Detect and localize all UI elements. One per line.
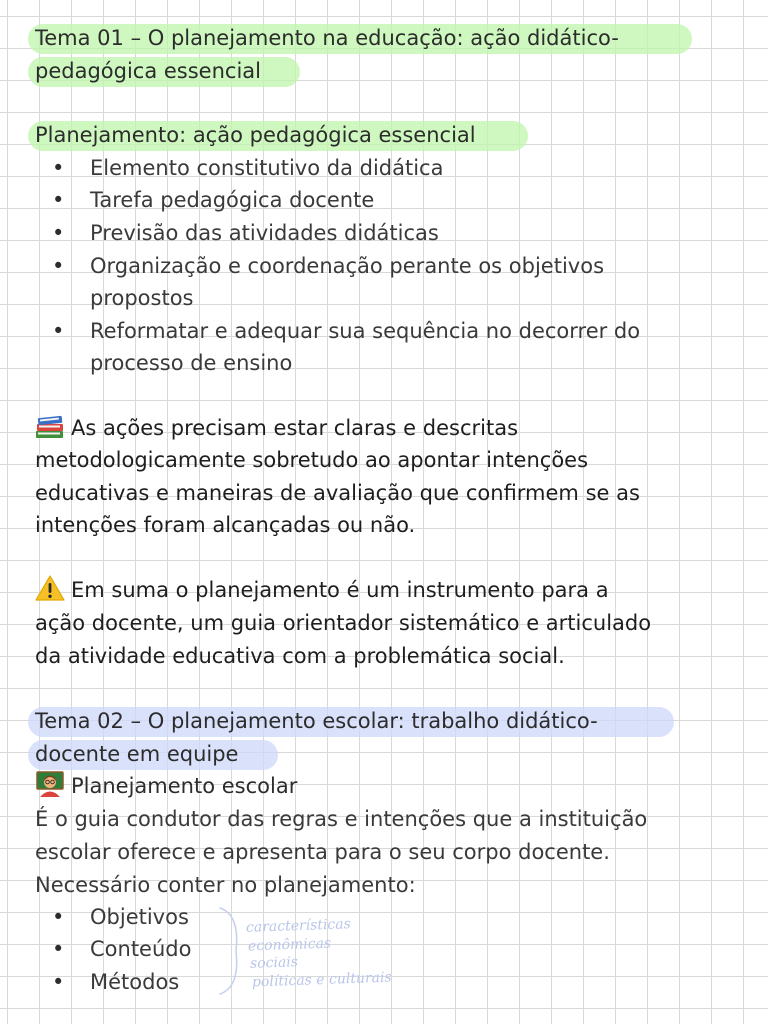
list-item: Métodos	[90, 970, 180, 994]
tema01-title-line1: Tema 01 – O planejamento na educação: ação didático-	[35, 26, 619, 50]
handwritten-note-line1: características	[245, 916, 352, 936]
section2-heading: Planejamento escolar	[71, 774, 298, 798]
bullet-marker: •	[52, 937, 65, 961]
note2-text: Em suma o planejamento é um instrumento para a	[71, 578, 609, 602]
bullet-marker: •	[52, 319, 65, 343]
note1-line4: intenções foram alcançadas ou não.	[35, 513, 416, 537]
bullet-marker: •	[52, 156, 65, 180]
section2-heading-line	[35, 770, 297, 802]
handwritten-note-line2: econômicas	[247, 935, 332, 955]
bullet-marker: •	[52, 254, 65, 278]
tema02-title-line1: Tema 02 – O planejamento escolar: trabalho didático-	[35, 709, 598, 733]
section1-heading: Planejamento: ação pedagógica essencial	[35, 123, 476, 147]
list-item: Conteúdo	[90, 937, 192, 961]
note2-line1	[35, 574, 609, 606]
section2-body-line1: É o guia condutor das regras e intenções que a instituição	[35, 807, 648, 831]
list-item: Elemento constitutivo da didática	[90, 156, 444, 180]
bullet-marker: •	[52, 905, 65, 929]
tema01-title-line2: pedagógica essencial	[35, 59, 261, 83]
note1-text: As ações precisam estar claras e descritas	[71, 416, 519, 440]
handwritten-note-line3: sociais	[249, 954, 299, 972]
list-item: Reformatar e adequar sua sequência no decorrer do	[90, 319, 641, 343]
note2-line2: ação docente, um guia orientador sistemático e articulado	[35, 611, 652, 635]
handwritten-bracket	[216, 905, 246, 997]
note2-line3: da atividade educativa com a problemática social.	[35, 644, 565, 668]
note1-line1	[35, 412, 518, 444]
bullet-marker: •	[52, 188, 65, 212]
bullet-marker: •	[52, 970, 65, 994]
section2-body-line2: escolar oferece e apresenta para o seu corpo docente.	[35, 840, 610, 864]
bullet-marker: •	[52, 221, 65, 245]
note1-line3: educativas e maneiras de avaliação que confirmem se as	[35, 481, 640, 505]
list-item: Objetivos	[90, 905, 189, 929]
list-item: Previsão das atividades didáticas	[90, 221, 439, 245]
warning-icon	[35, 575, 65, 601]
tema02-title-line2: docente em equipe	[35, 742, 239, 766]
list-item: Tarefa pedagógica docente	[90, 188, 375, 212]
note1-line2: metodologicamente sobretudo ao apontar intenções	[35, 448, 589, 472]
handwritten-note-line4: políticas e culturais	[251, 969, 392, 991]
teacher-icon	[35, 771, 65, 797]
list-item-continuation: propostos	[90, 286, 194, 310]
section2-body-line3: Necessário conter no planejamento:	[35, 873, 416, 897]
list-item: Organização e coordenação perante os objetivos	[90, 254, 605, 278]
list-item-continuation: processo de ensino	[90, 351, 293, 375]
books-icon	[35, 413, 65, 439]
